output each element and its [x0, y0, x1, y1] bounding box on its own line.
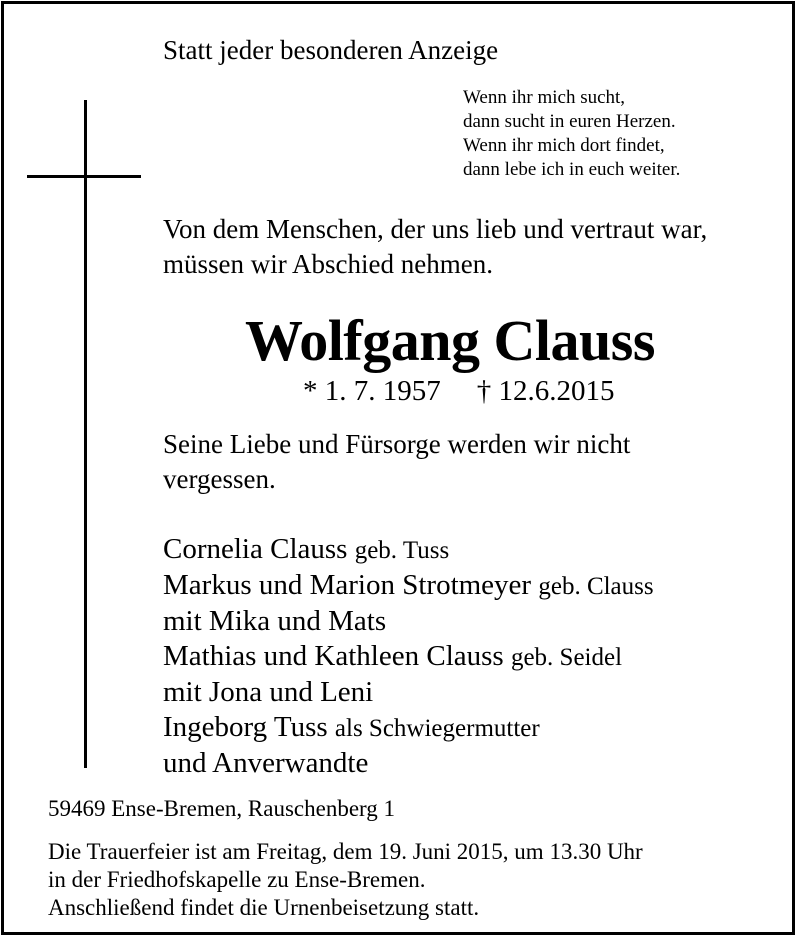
mourner-suffix: als Schwiegermutter — [334, 715, 540, 742]
mourners-list — [163, 532, 654, 781]
funeral-line: Die Trauerfeier ist am Freitag, dem 19. Juni 2015, um 13.30 Uhr — [48, 839, 643, 864]
mourner-name: Cornelia Clauss — [163, 533, 348, 565]
mourner-name: Markus und Marion Strotmeyer — [163, 569, 532, 601]
birth-date: * 1. 7. 1957 — [303, 375, 441, 407]
mourner-row — [163, 568, 654, 604]
mourner-name: und Anverwandte — [163, 747, 369, 779]
mourner-name: Mathias und Kathleen Clauss — [163, 640, 504, 672]
funeral-details — [48, 838, 643, 922]
mourner-name: Ingeborg Tuss — [163, 711, 328, 743]
address: 59469 Ense-Bremen, Rauschenberg 1 — [48, 796, 396, 821]
mourner-suffix: geb. Clauss — [538, 573, 654, 600]
mourner-suffix: geb. Seidel — [510, 644, 623, 671]
deceased-name: Wolfgang Clauss — [245, 308, 655, 373]
funeral-line: in der Friedhofskapelle zu Ense-Bremen. — [48, 867, 426, 892]
mourner-row — [163, 746, 654, 781]
funeral-line: Anschließend findet die Urnenbeisetzung statt. — [48, 895, 480, 920]
life-dates — [303, 373, 615, 409]
intro-line: müssen wir Abschied nehmen. — [163, 249, 493, 279]
mourner-name: mit Jona und Leni — [163, 676, 374, 708]
mourner-name: mit Mika und Mats — [163, 605, 387, 637]
mourner-row — [163, 639, 654, 675]
notice-heading: Statt jeder besonderen Anzeige — [163, 35, 499, 65]
remembrance-line: vergessen. — [163, 464, 276, 494]
poem-line: Wenn ihr mich dort findet, — [463, 135, 665, 156]
cross-icon-vertical-bar — [84, 100, 87, 768]
mourner-suffix: geb. Tuss — [354, 537, 450, 564]
intro-text — [163, 212, 707, 282]
remembrance-text — [163, 427, 630, 497]
cross-icon-horizontal-bar — [27, 175, 141, 178]
mourner-row — [163, 675, 654, 710]
mourner-row — [163, 710, 654, 746]
intro-line: Von dem Menschen, der uns lieb und vertraut war, — [163, 214, 708, 244]
mourner-row — [163, 532, 654, 568]
remembrance-line: Seine Liebe und Fürsorge werden wir nicht — [163, 429, 631, 459]
poem-block — [463, 86, 680, 182]
mourner-row — [163, 604, 654, 639]
poem-line: Wenn ihr mich sucht, — [463, 87, 626, 108]
poem-line: dann lebe ich in euch weiter. — [463, 159, 681, 180]
death-date: † 12.6.2015 — [476, 375, 615, 407]
poem-line: dann sucht in euren Herzen. — [463, 111, 676, 132]
